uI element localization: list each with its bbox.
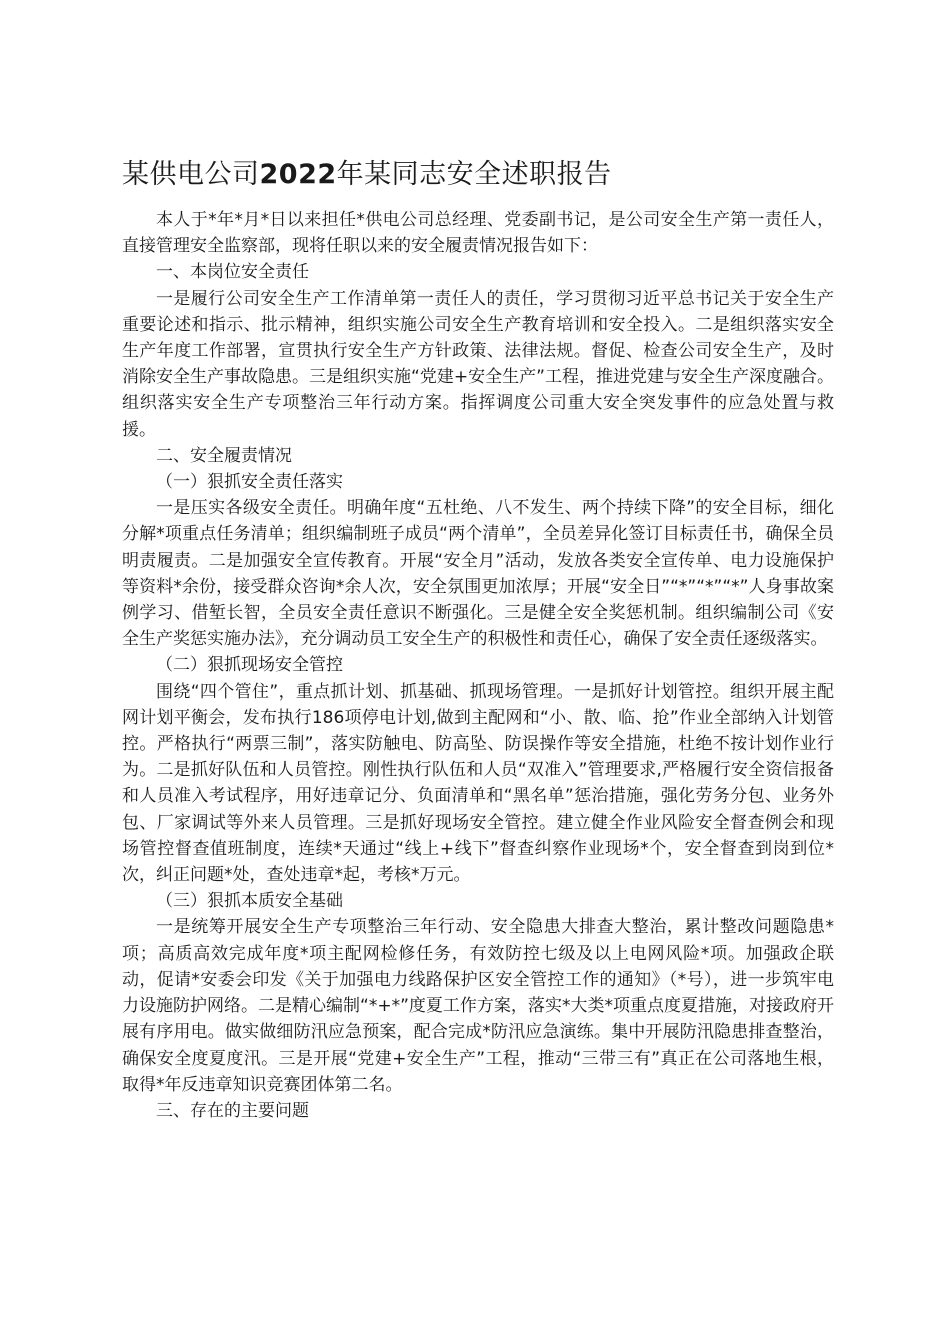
title-suffix: 年某同志安全述职报告 [336,159,612,190]
subheading-site-control: （二）狠抓现场安全管控 [156,655,343,676]
subheading-responsibility: （一）狠抓安全责任落实 [156,472,343,493]
document-body [122,207,834,1124]
document-title [122,152,612,191]
site-control-paragraph: 围绕“四个管住”，重点抓计划、抓基础、抓现场管理。一是抓好计划管控。组织开展主配网计划平衡会，发布执行186项停电计划,做到主配网和“小、散、临、抢”作业全部纳入计划管控。严格执行“两票三制”，落实防触电、防高坠、防误操作等安全措施，杜绝不按计划作业行为。二是抓好队伍和人员管控。刚性执行队伍和人员“双准入”管理要求,严格履行安全资信报备和人员准入考试程序，用好违章记分、负面清单和“黑名单”惩治措施，强化劳务分包、业务外包、厂家调试等外来人员管理。三是抓好现场安全管控。建立健全作业风险安全督查例会和现场管控督查值班制度，连续*天通过“线上+线下”督查纠察作业现场*个，安全督查到岗到位*次，纠正问题*处，查处违章*起，考核*万元。 [122,681,834,886]
responsibility-paragraph: 一是压实各级安全责任。明确年度“五杜绝、八不发生、两个持续下降”的安全目标，细化分解*项重点任务清单；组织编制班子成员“两个清单”，全员差异化签订目标责任书，确保全员明责履责。二是加强安全宣传教育。开展“安全月”活动，发放各类安全宣传单、电力设施保护等资料*余份，接受群众咨询*余人次，安全氛围更加浓厚；开展“安全日”“*”“*”“*”人身事故案例学习、借堑长智，全员安全责任意识不断强化。三是健全安全奖惩机制。组织编制公司《安全生产奖惩实施办法》，充分调动员工安全生产的积极性和责任心，确保了安全责任逐级落实。 [122,498,834,650]
section-heading-performance: 二、安全履责情况 [156,445,292,466]
section-heading-duties: 一、本岗位安全责任 [156,262,309,283]
section-heading-problems: 三、存在的主要问题 [156,1100,309,1121]
intro-paragraph: 本人于*年*月*日以来担任*供电公司总经理、党委副书记，是公司安全生产第一责任人，直接管理安全监察部，现将任职以来的安全履责情况报告如下： [122,210,834,257]
subheading-intrinsic-safety: （三）狠抓本质安全基础 [156,891,343,912]
title-prefix: 某供电公司 [122,159,260,190]
intrinsic-safety-paragraph: 一是统筹开展安全生产专项整治三年行动、安全隐患大排查大整治，累计整改问题隐患*项；高质高效完成年度*项主配网检修任务，有效防控七级及以上电网风险*项。加强政企联动，促请*安委会印发《关于加强电力线路保护区安全管控工作的通知》（*号），进一步筑牢电力设施防护网络。二是精心编制“*+*”度夏工作方案，落实*大类*项重点度夏措施，对接政府开展有序用电。做实做细防汛应急预案，配合完成*防汛应急演练。集中开展防汛隐患排查整治，确保安全度夏度汛。三是开展“党建+安全生产”工程，推动“三带三有”真正在公司落地生根，取得*年反违章知识竞赛团体第二名。 [122,917,834,1095]
duties-paragraph: 一是履行公司安全生产工作清单第一责任人的责任，学习贯彻习近平总书记关于安全生产重要论述和指示、批示精神，组织实施公司安全生产教育培训和安全投入。二是组织落实安全生产年度工作部署，宣贯执行安全生产方针政策、法律法规。督促、检查公司安全生产，及时消除安全生产事故隐患。三是组织实施“党建+安全生产”工程，推进党建与安全生产深度融合。组织落实安全生产专项整治三年行动方案。指挥调度公司重大安全突发事件的应急处置与救援。 [122,288,834,440]
title-year: 2022 [259,159,337,190]
